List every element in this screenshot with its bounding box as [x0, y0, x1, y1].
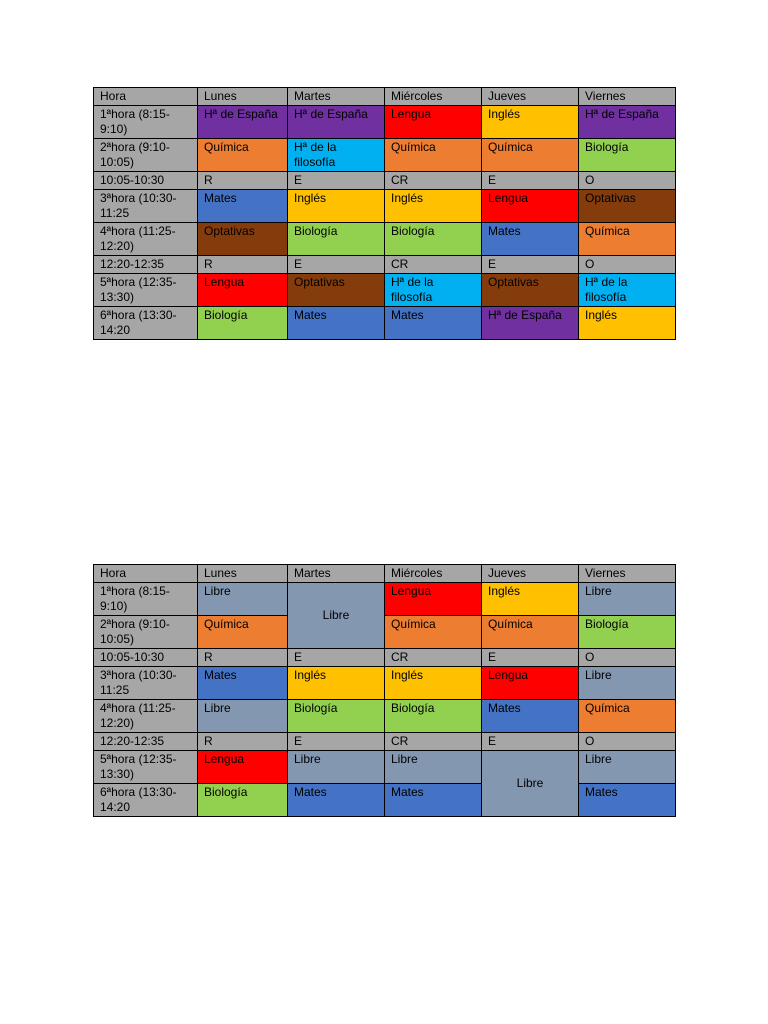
subject-cell: Optativas [288, 274, 385, 307]
subject-cell: Mates [288, 307, 385, 340]
subject-cell: Biología [385, 223, 482, 256]
table-row [94, 172, 676, 190]
time-cell: 5ªhora (12:35-13:30) [94, 751, 198, 784]
time-cell: 12:20-12:35 [94, 256, 198, 274]
schedule-table-2-body [94, 565, 676, 817]
subject-cell: Inglés [579, 307, 676, 340]
table-row [94, 223, 676, 256]
time-cell: 6ªhora (13:30-14:20 [94, 784, 198, 817]
subject-cell: CR [385, 172, 482, 190]
subject-cell: Hª de España [288, 106, 385, 139]
table-row [94, 307, 676, 340]
time-cell: 3ªhora (10:30-11:25 [94, 190, 198, 223]
table-row [94, 583, 676, 616]
subject-cell: Mates [482, 223, 579, 256]
schedule-table-1 [93, 87, 676, 340]
subject-cell: Libre [579, 583, 676, 616]
subject-cell: Mates [579, 784, 676, 817]
subject-cell: E [288, 172, 385, 190]
table-row [94, 190, 676, 223]
subject-cell: Lengua [482, 667, 579, 700]
subject-cell: R [198, 733, 288, 751]
subject-cell: Lengua [385, 106, 482, 139]
subject-cell: O [579, 649, 676, 667]
schedule-table-2 [93, 564, 676, 817]
subject-cell: Optativas [198, 223, 288, 256]
column-header: Miércoles [385, 88, 482, 106]
time-cell: 12:20-12:35 [94, 733, 198, 751]
subject-cell: Mates [198, 667, 288, 700]
subject-cell: Inglés [288, 667, 385, 700]
column-header: Lunes [198, 565, 288, 583]
column-header: Viernes [579, 565, 676, 583]
time-cell: 4ªhora (11:25-12:20) [94, 700, 198, 733]
subject-cell: Hª de la filosofía [579, 274, 676, 307]
time-cell: 2ªhora (9:10-10:05) [94, 139, 198, 172]
subject-cell: Química [579, 700, 676, 733]
subject-cell: R [198, 172, 288, 190]
subject-cell: CR [385, 256, 482, 274]
subject-cell: Química [482, 616, 579, 649]
subject-cell: R [198, 649, 288, 667]
subject-cell: E [482, 733, 579, 751]
column-header: Viernes [579, 88, 676, 106]
column-header: Lunes [198, 88, 288, 106]
subject-cell: Lengua [482, 190, 579, 223]
subject-cell: Lengua [198, 751, 288, 784]
column-header: Hora [94, 88, 198, 106]
subject-cell: Química [198, 616, 288, 649]
table-row [94, 733, 676, 751]
table-row [94, 274, 676, 307]
time-cell: 6ªhora (13:30-14:20 [94, 307, 198, 340]
subject-cell: Química [385, 139, 482, 172]
column-header: Jueves [482, 88, 579, 106]
time-cell: 10:05-10:30 [94, 649, 198, 667]
table-row [94, 700, 676, 733]
time-cell: 2ªhora (9:10-10:05) [94, 616, 198, 649]
table-row [94, 751, 676, 784]
time-cell: 3ªhora (10:30-11:25 [94, 667, 198, 700]
subject-cell: Hª de España [198, 106, 288, 139]
subject-cell: Libre [198, 700, 288, 733]
subject-cell: Biología [198, 784, 288, 817]
subject-cell: Inglés [288, 190, 385, 223]
subject-cell: E [482, 256, 579, 274]
subject-cell: Química [385, 616, 482, 649]
time-cell: 1ªhora (8:15-9:10) [94, 106, 198, 139]
subject-cell: O [579, 256, 676, 274]
time-cell: 5ªhora (12:35-13:30) [94, 274, 198, 307]
table-row [94, 784, 676, 817]
subject-cell: Libre [482, 751, 579, 817]
subject-cell: O [579, 733, 676, 751]
table-row [94, 256, 676, 274]
subject-cell: CR [385, 733, 482, 751]
subject-cell: Libre [198, 583, 288, 616]
subject-cell: Hª de la filosofía [385, 274, 482, 307]
time-cell: 1ªhora (8:15-9:10) [94, 583, 198, 616]
subject-cell: Inglés [385, 667, 482, 700]
table-row [94, 649, 676, 667]
subject-cell: Libre [288, 751, 385, 784]
table-row [94, 667, 676, 700]
subject-cell: Libre [579, 751, 676, 784]
subject-cell: Química [579, 223, 676, 256]
subject-cell: CR [385, 649, 482, 667]
subject-cell: Hª de la filosofía [288, 139, 385, 172]
subject-cell: Mates [198, 190, 288, 223]
subject-cell: Hª de España [482, 307, 579, 340]
time-cell: 10:05-10:30 [94, 172, 198, 190]
subject-cell: Lengua [385, 583, 482, 616]
subject-cell: E [482, 649, 579, 667]
subject-cell: Inglés [482, 583, 579, 616]
table-row [94, 616, 676, 649]
subject-cell: Lengua [198, 274, 288, 307]
column-header: Martes [288, 565, 385, 583]
subject-cell: Optativas [579, 190, 676, 223]
table-row [94, 139, 676, 172]
subject-cell: Biología [385, 700, 482, 733]
subject-cell: Libre [288, 583, 385, 649]
subject-cell: Libre [579, 667, 676, 700]
subject-cell: E [288, 256, 385, 274]
subject-cell: Mates [288, 784, 385, 817]
time-cell: 4ªhora (11:25-12:20) [94, 223, 198, 256]
subject-cell: O [579, 172, 676, 190]
table-row [94, 106, 676, 139]
subject-cell: E [288, 733, 385, 751]
subject-cell: E [288, 649, 385, 667]
subject-cell: Libre [385, 751, 482, 784]
header-row [94, 565, 676, 583]
subject-cell: Optativas [482, 274, 579, 307]
subject-cell: Mates [482, 700, 579, 733]
column-header: Martes [288, 88, 385, 106]
subject-cell: Biología [198, 307, 288, 340]
subject-cell: Mates [385, 784, 482, 817]
column-header: Hora [94, 565, 198, 583]
column-header: Miércoles [385, 565, 482, 583]
subject-cell: Mates [385, 307, 482, 340]
header-row [94, 88, 676, 106]
subject-cell: Química [198, 139, 288, 172]
subject-cell: Inglés [385, 190, 482, 223]
column-header: Jueves [482, 565, 579, 583]
subject-cell: Biología [579, 616, 676, 649]
subject-cell: Química [482, 139, 579, 172]
subject-cell: Biología [288, 700, 385, 733]
subject-cell: Biología [288, 223, 385, 256]
subject-cell: Inglés [482, 106, 579, 139]
subject-cell: E [482, 172, 579, 190]
schedule-table-1-body [94, 88, 676, 340]
subject-cell: Biología [579, 139, 676, 172]
subject-cell: R [198, 256, 288, 274]
subject-cell: Hª de España [579, 106, 676, 139]
